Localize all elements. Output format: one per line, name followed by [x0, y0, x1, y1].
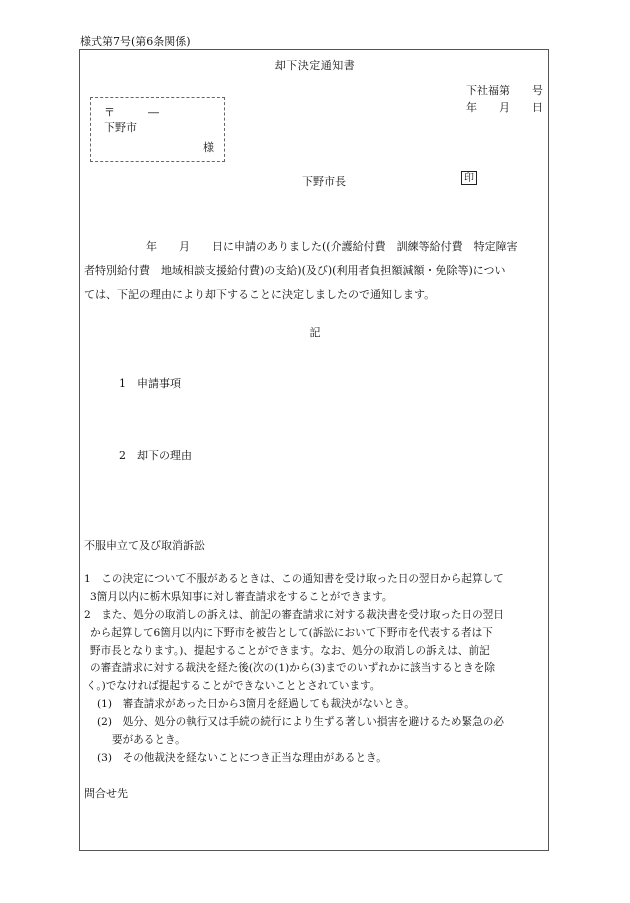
appeal-line: 3箇月以内に栃木県知事に対し審査請求をすることができます。 [90, 591, 393, 603]
appeal-line: から起算して6箇月以内に下野市を被告として(訴訟において下野市を代表する者は下 [90, 627, 493, 639]
recipient-honorific: 様 [203, 141, 214, 154]
form-number-label: 様式第7号(第6条関係) [80, 35, 191, 48]
appeal-line: く。)でなければ提起することができないこととされています。 [86, 680, 381, 692]
document-title: 却下決定通知書 [274, 59, 356, 72]
recipient-city: 下野市 [104, 121, 137, 134]
recipient-postal-code: 〒 ― [104, 106, 159, 119]
item-application: 1 申請事項 [119, 377, 181, 390]
item-rejection-reason: 2 却下の理由 [119, 449, 192, 462]
appeal-line: 2 また、処分の取消しの訴えは、前記の審査請求に対する裁決書を受け取った日の翌日 [84, 609, 504, 621]
contact-label: 問合せ先 [84, 787, 128, 800]
body-line-3: ては、下記の理由により却下することに決定しましたので通知します。 [84, 288, 436, 301]
appeal-subitem: 要があるとき。 [112, 734, 186, 746]
appeal-line: の審査請求に対する裁決を経た後(次の(1)から(3)までのいずれかに該当するときを除 [90, 662, 495, 674]
document-number: 下社福第 号 [466, 84, 543, 97]
appeal-heading: 不服申立て及び取消訴訟 [84, 539, 205, 552]
appeal-subitem: (2) 処分、処分の執行又は手続の続行により生ずる著しい損害を避けるため緊急の必 [97, 716, 504, 728]
appeal-line: 1 この決定について不服があるときは、この通知書を受け取った日の翌日から起算して [84, 573, 504, 585]
body-line-1: 年 月 日に申請のありました((介護給付費 訓練等給付費 特定障害 [146, 240, 518, 253]
sender-name: 下野市長 [302, 175, 346, 188]
document-date: 年 月 日 [466, 101, 543, 114]
ki-heading: 記 [309, 326, 321, 339]
seal-mark: 印 [461, 171, 477, 185]
appeal-subitem: (3) その他裁決を経ないことにつき正当な理由があるとき。 [97, 752, 387, 764]
appeal-line: 野市長となります。)、提起することができます。なお、処分の取消しの訴えは、前記 [90, 645, 490, 657]
body-line-2: 者特別給付費 地域相談支援給付費)の支給)(及び)(利用者負担額減額・免除等)につい [84, 264, 506, 277]
appeal-subitem: (1) 審査請求があった日から3箇月を経過しても裁決がないとき。 [97, 698, 415, 710]
